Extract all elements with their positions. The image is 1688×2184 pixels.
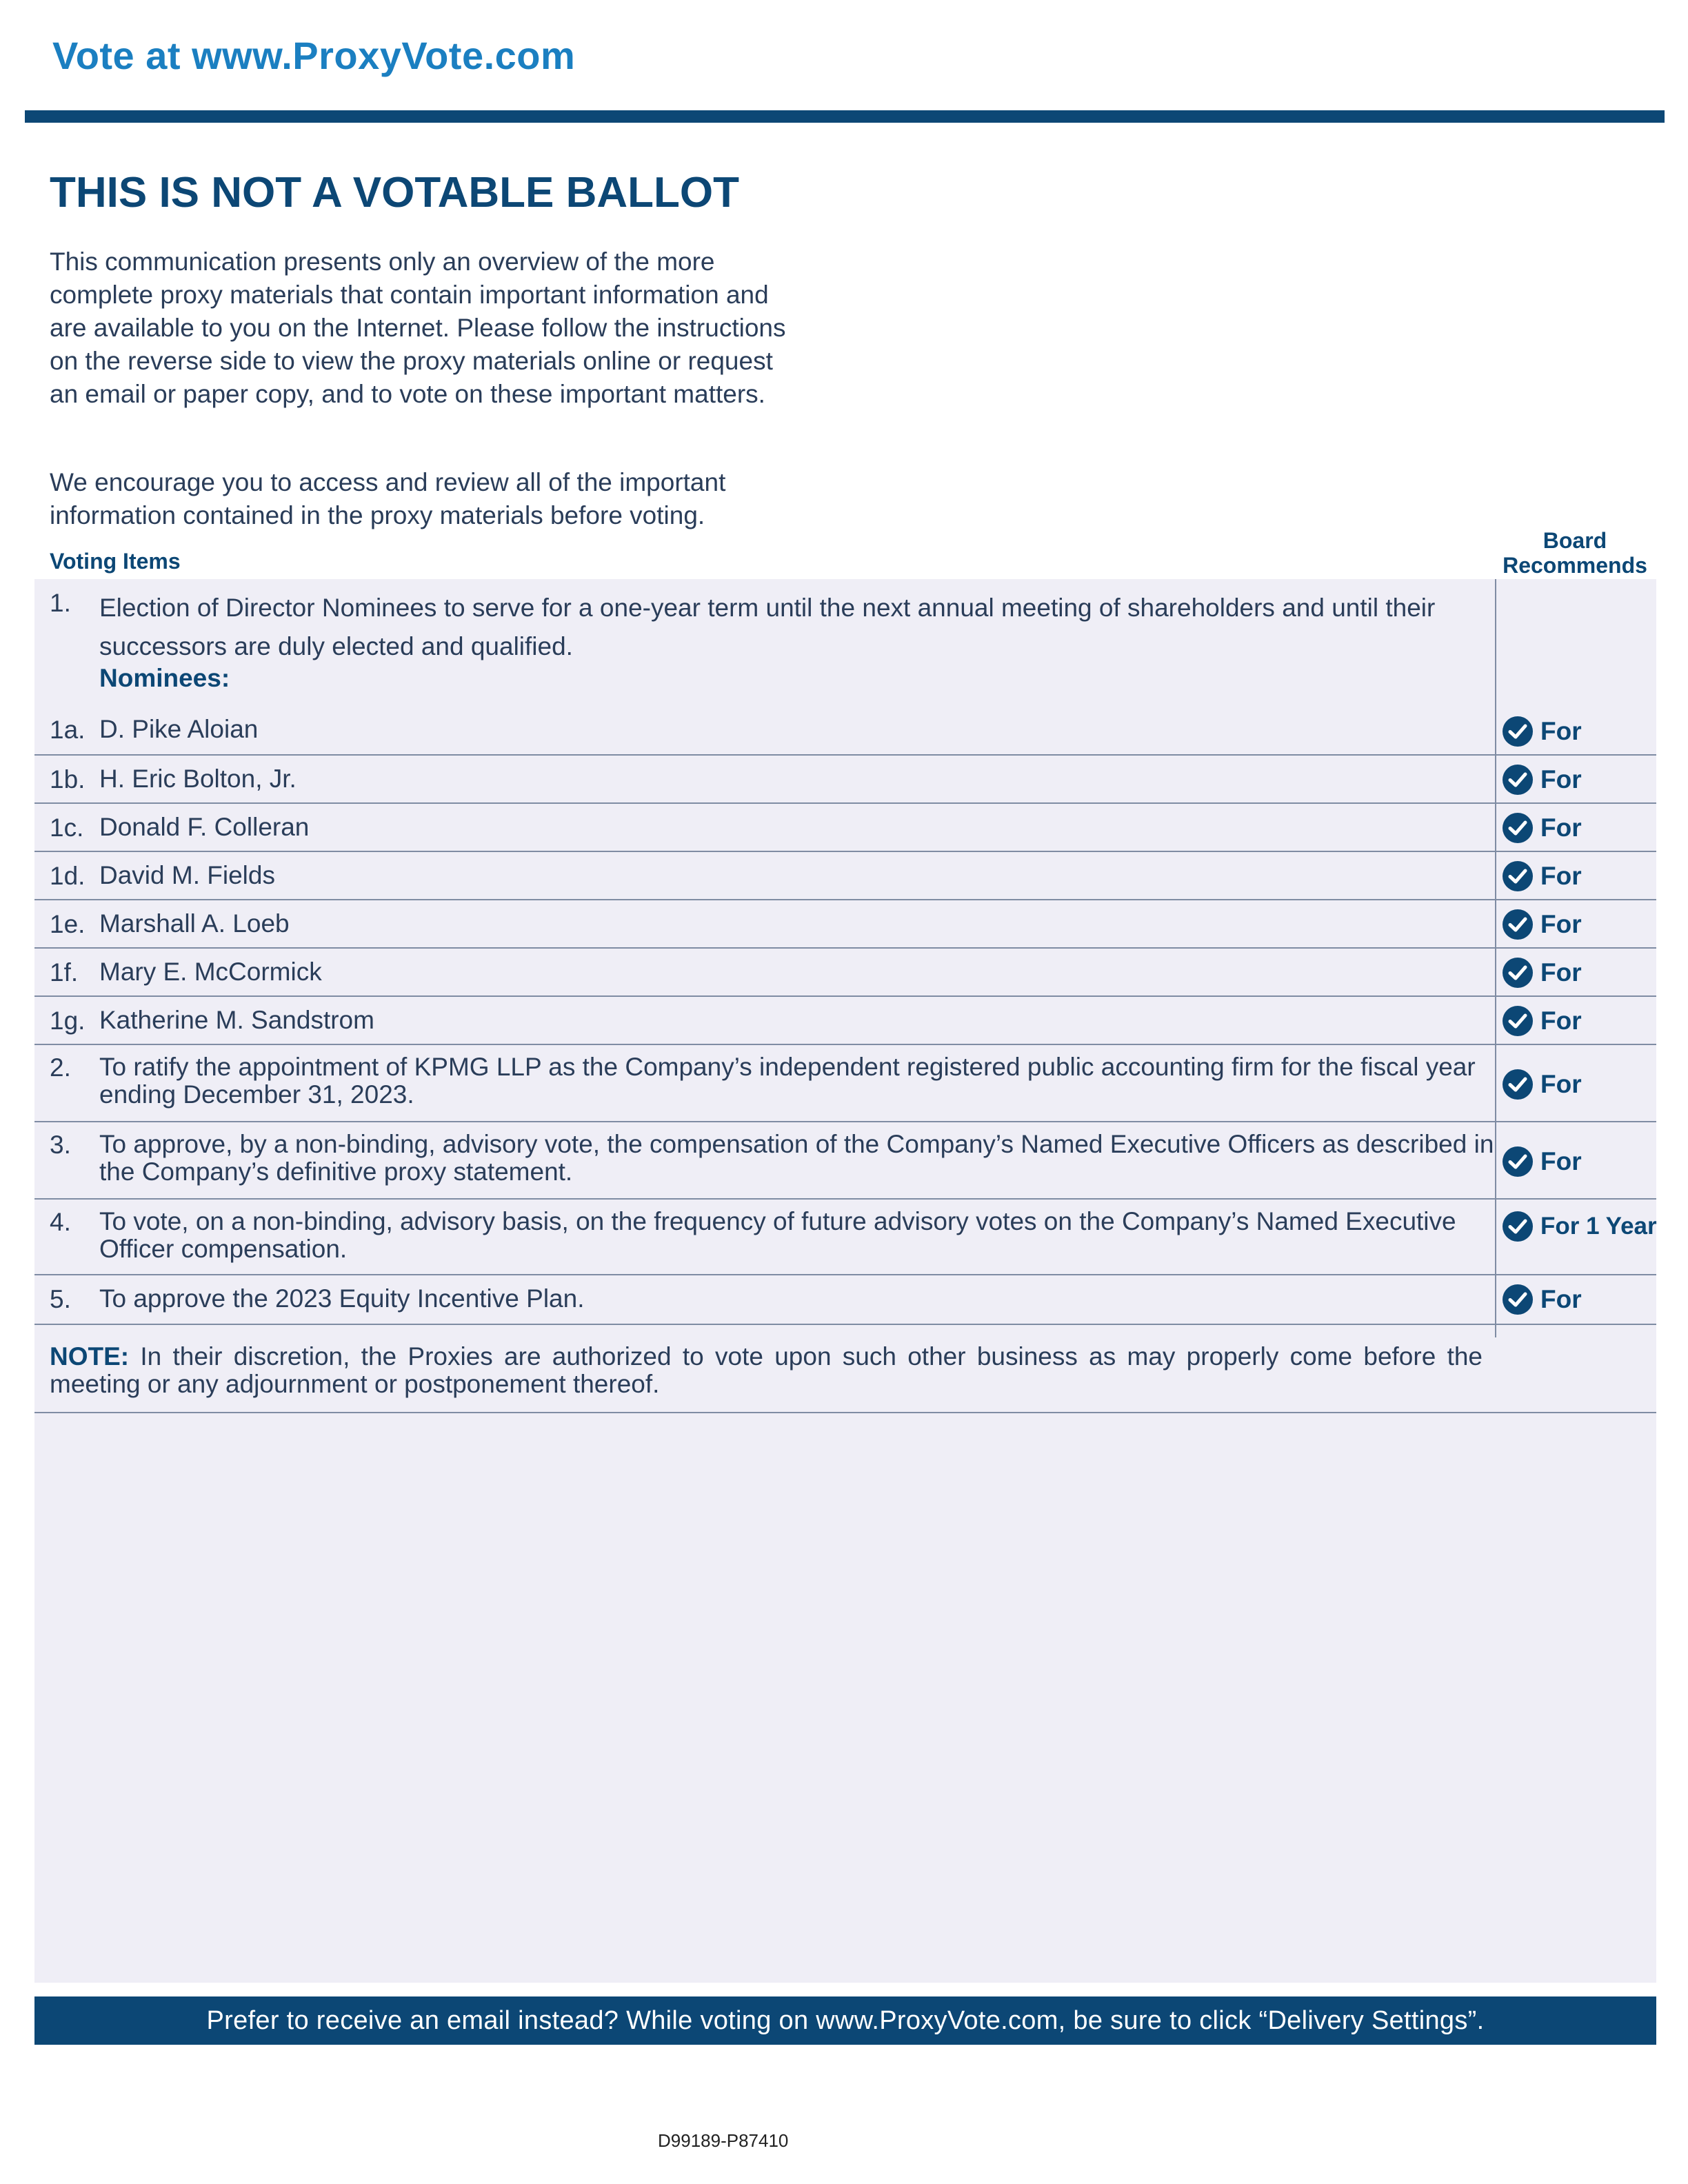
nominee-number: 1b. [50,765,86,793]
recommendation-label: For [1540,862,1582,890]
recommendation-label: For [1540,910,1582,938]
nominee-row [34,900,1656,949]
item-text: To vote, on a non-binding, advisory basis, on the frequency of future advisory votes on the Company’s Named Executive Officer compensation. [99,1207,1456,1263]
recommendation-label: For [1540,765,1582,793]
board-recommendation [1502,1069,1582,1100]
item-text: Election of Director Nominees to serve for a one-year term until the next annual meeting of shareholders and until their successors are duly elected and qualified. [99,594,1436,660]
proxyvote-link[interactable]: Vote at www.ProxyVote.com [52,34,576,77]
nominee-name: H. Eric Bolton, Jr. [99,765,297,793]
item-2-row [34,1045,1656,1122]
nominee-row [34,804,1656,852]
check-circle-icon [1502,1146,1534,1177]
item-number: 4. [50,1208,71,1236]
item-text: To approve, by a non-binding, advisory vote, the compensation of the Company’s Named Executive Officers as described in the Company’s definitive proxy statement. [99,1130,1494,1186]
note-text: In their discretion, the Proxies are authorized to vote upon such other business as may properly come before the meeting or any adjournment or postponement thereof. [50,1342,1483,1398]
item-number: 3. [50,1131,71,1159]
board-recommends-header [1485,528,1665,578]
check-circle-icon [1502,764,1534,796]
recommendation-label: For [1540,1285,1582,1313]
recommendation-label: For [1540,1070,1582,1098]
item-text: To ratify the appointment of KPMG LLP as the Company’s independent registered public accounting firm for the fiscal year ending December 31, 2023. [99,1053,1476,1109]
nominee-number: 1a. [50,716,86,744]
intro-paragraph-1: This communication presents only an overview of the more complete proxy materials that contain important information and are available to you on the Internet. Please follow the instructions on the reverse side to view the proxy materials online or request an email or paper copy, and to vote on these important matters. [50,247,786,408]
nominee-row [34,949,1656,997]
item-5-row [34,1275,1656,1325]
board-recommendation [1502,1211,1657,1242]
document-code: D99189-P87410 [658,2130,789,2151]
nominees-label: Nominees: [99,664,230,692]
recommendation-label: For 1 Year [1540,1213,1657,1240]
board-recommendation [1502,1146,1582,1177]
item-4-row [34,1200,1656,1275]
recommendation-label: For [1540,1147,1582,1175]
recommendation-label: For [1540,813,1582,842]
nominee-name: Donald F. Colleran [99,813,310,841]
check-circle-icon [1502,1284,1534,1315]
check-circle-icon [1502,716,1534,747]
nominee-row [34,707,1656,756]
check-circle-icon [1502,1005,1534,1037]
nominee-number: 1c. [50,813,84,842]
header-divider [25,110,1665,123]
nominee-name: Katherine M. Sandstrom [99,1006,374,1034]
item-text: To approve the 2023 Equity Incentive Plan. [99,1284,585,1313]
check-circle-icon [1502,1211,1534,1242]
board-header-line1: Board [1543,528,1607,553]
delivery-settings-banner: Prefer to receive an email instead? While voting on www.ProxyVote.com, be sure to click “Delivery Settings”. [34,1996,1656,2045]
check-circle-icon [1502,1069,1534,1100]
board-header-line2: Recommends [1503,553,1647,578]
nominee-number: 1g. [50,1007,86,1035]
check-circle-icon [1502,860,1534,892]
nominee-number: 1f. [50,958,79,987]
voting-items-header: Voting Items [50,549,181,574]
nominee-row [34,852,1656,900]
board-recommendation [1502,716,1582,747]
board-recommendation [1502,957,1582,989]
note-divider [34,1412,1656,1413]
nominee-name: Mary E. McCormick [99,958,322,986]
nominee-row [34,756,1656,804]
recommendation-label: For [1540,958,1582,987]
nominee-row [34,997,1656,1045]
board-recommendation [1502,909,1582,940]
board-recommendation [1502,764,1582,796]
item-number: 1. [50,589,71,617]
item-1-row [34,579,1656,707]
recommendation-label: For [1540,717,1582,745]
recommendation-label: For [1540,1007,1582,1035]
item-number: 5. [50,1285,71,1313]
nominee-number: 1d. [50,862,86,890]
intro-paragraph-2: We encourage you to access and review all of the important information contained in the proxy materials before voting. [50,468,726,529]
nominee-name: David M. Fields [99,861,275,889]
check-circle-icon [1502,957,1534,989]
item-number: 2. [50,1053,71,1082]
board-recommendation [1502,812,1582,844]
board-recommendation [1502,1005,1582,1037]
page-title: THIS IS NOT A VOTABLE BALLOT [50,169,739,216]
check-circle-icon [1502,812,1534,844]
nominee-name: D. Pike Aloian [99,715,259,743]
nominee-number: 1e. [50,910,86,938]
check-circle-icon [1502,909,1534,940]
note-label: NOTE: [50,1342,130,1371]
board-recommendation [1502,860,1582,892]
nominee-name: Marshall A. Loeb [99,909,290,938]
note-paragraph [50,1343,1483,1398]
board-recommendation [1502,1284,1582,1315]
item-3-row [34,1122,1656,1200]
